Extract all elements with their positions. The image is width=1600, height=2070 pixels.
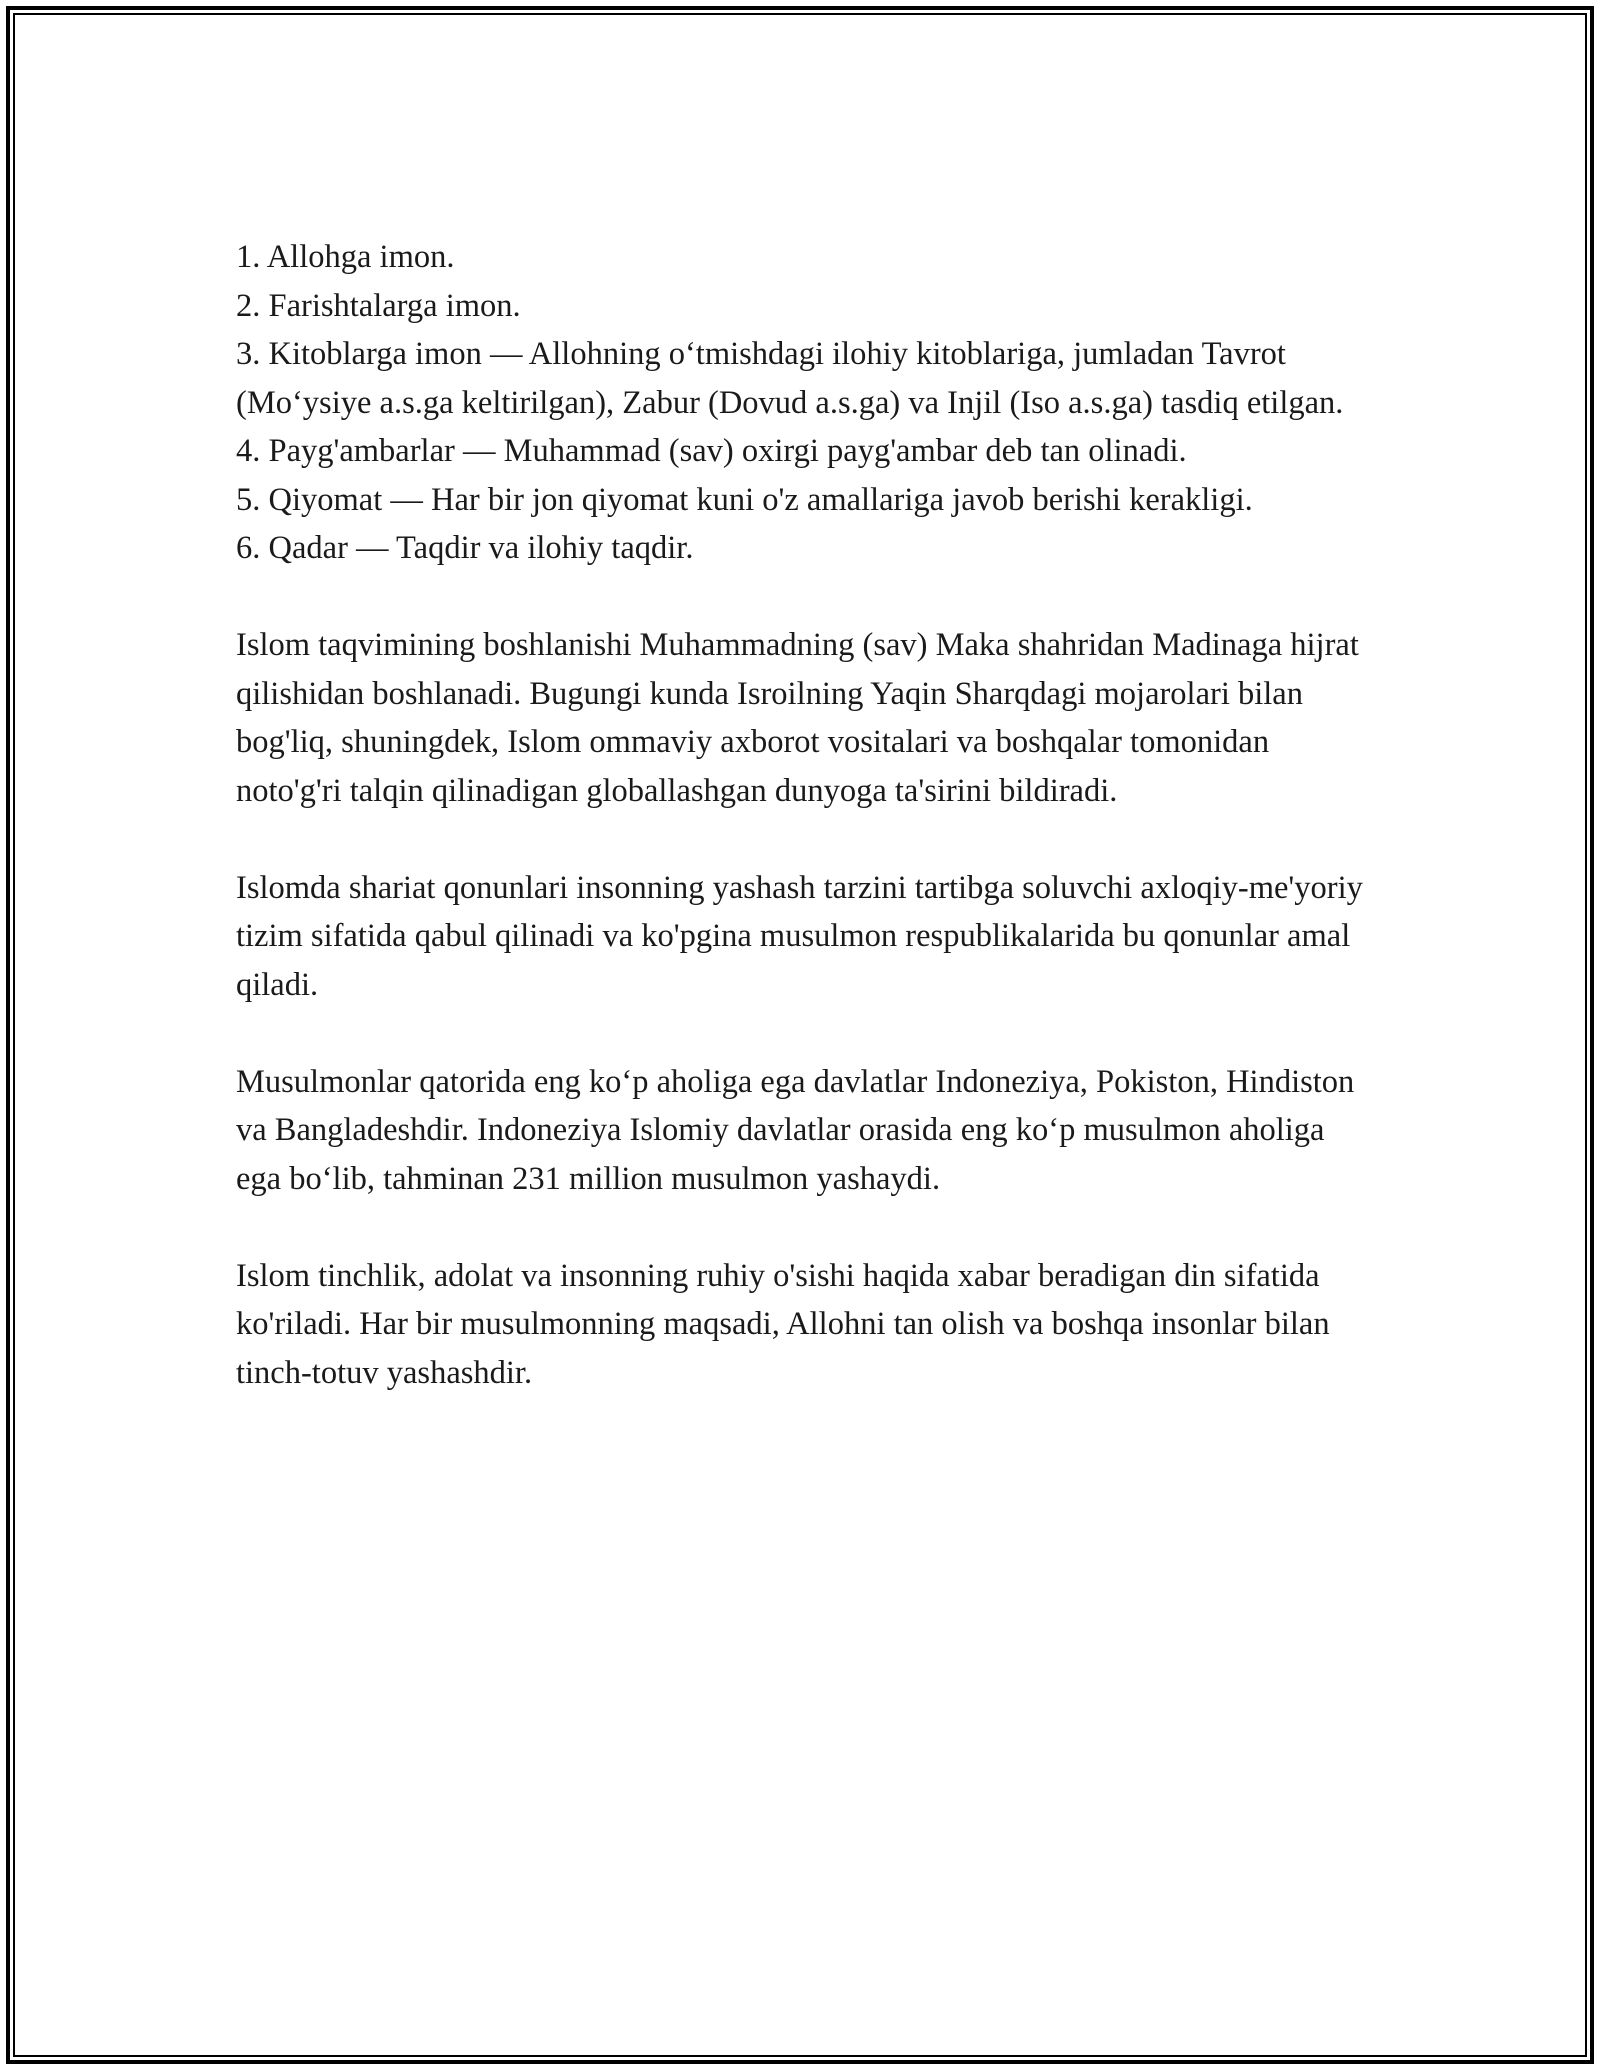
list-item: 5. Qiyomat — Har bir jon qiyomat kuni o'z amallariga javob berishi kerakligi.: [236, 481, 1253, 518]
paragraph-sharia: Islomda shariat qonunlari insonning yashash tarzini tartibga soluvchi axloqiy-me'yoriy tizim sifatida qabul qilinadi va ko'pgina musulmon respublikalarida bu qonunlar amal qiladi.: [236, 869, 1363, 1003]
list-item: 1. Allohga imon.: [236, 239, 455, 275]
list-item: 2. Farishtalarga imon.: [236, 287, 521, 324]
document-body: [236, 233, 1366, 1397]
paragraph-calendar: Islom taqvimining boshlanishi Muhammadning (sav) Maka shahridan Madinaga hijrat qilishidan boshlanadi. Bugungi kunda Isroilning Yaqin Sharqdagi mojarolari bilan bog'liq, shuningdek, Islom ommaviy axborot vositalari va boshqalar tomonidan noto'g'ri talqin qilinadigan globallashgan dunyoga ta'sirini bildiradi.: [236, 627, 1359, 809]
list-item: 4. Payg'ambarlar — Muhammad (sav) oxirgi payg'ambar deb tan olinadi.: [236, 433, 1187, 469]
list-item: 6. Qadar — Taqdir va ilohiy taqdir.: [236, 530, 694, 566]
beliefs-list: [236, 233, 1366, 573]
paragraph-population: Musulmonlar qatorida eng ko‘p aholiga ega davlatlar Indoneziya, Pokiston, Hindiston va Bangladeshdir. Indoneziya Islomiy davlatlar orasida eng ko‘p musulmon aholiga ega bo‘lib, tahminan 231 million musulmon yashaydi.: [236, 1063, 1355, 1197]
list-item: 3. Kitoblarga imon — Allohning o‘tmishdagi ilohiy kitoblariga, jumladan Tavrot (Mo‘ysiye a.s.ga keltirilgan), Zabur (Dovud a.s.ga) va Injil (Iso a.s.ga) tasdiq etilgan.: [236, 336, 1344, 421]
paragraph-peace: Islom tinchlik, adolat va insonning ruhiy o'sishi haqida xabar beradigan din sifatida ko'riladi. Har bir musulmonning maqsadi, Allohni tan olish va boshqa insonlar bilan tinch-totuv yashashdir.: [236, 1257, 1330, 1391]
